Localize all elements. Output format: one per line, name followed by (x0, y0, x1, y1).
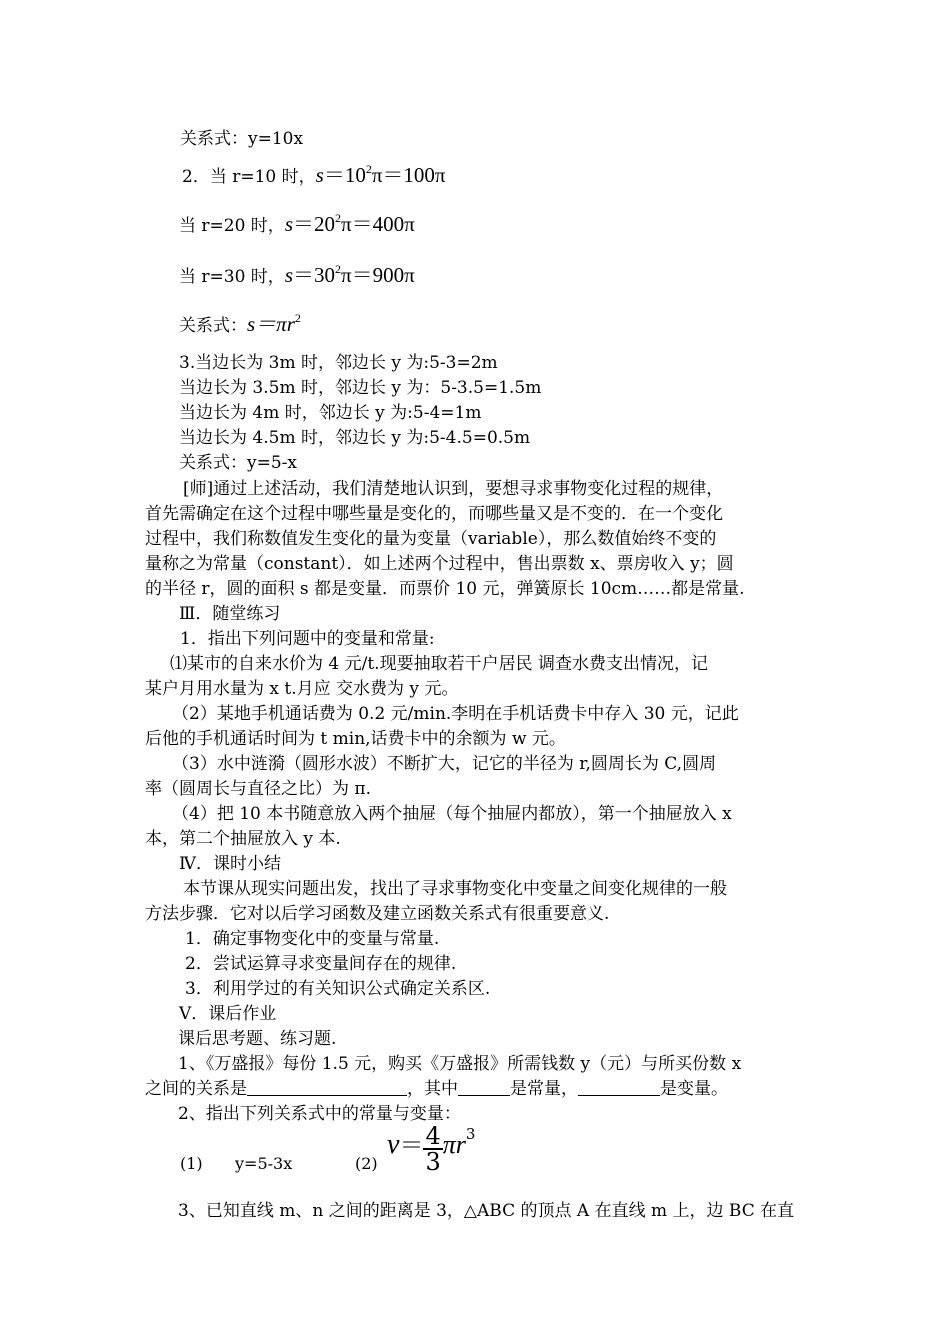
teacher-line-1: [师]通过上述活动，我们清楚地认识到，要想寻求事物变化过程的规律， (183, 479, 724, 499)
q1-text-b: ，其中 (407, 1079, 458, 1099)
formula-s-r10: $s=10^2\pi=100\pi$ (315, 162, 446, 187)
answer-blank-variable[interactable] (578, 1079, 660, 1096)
case-r20 (179, 205, 415, 239)
practice-p4-line-2: 本，第二个抽屉放入 y 本. (145, 829, 341, 849)
q1-text-d: 是变量。 (660, 1079, 728, 1099)
side-3-5m: 当边长为 3.5m 时，邻边长 y 为：5-3.5=1.5m (179, 378, 542, 398)
teacher-line-5: 的半径 r，圆的面积 s 都是变量．而票价 10 元，弹簧原长 10cm……都是常量. (145, 579, 745, 599)
section-homework-heading: Ⅴ．课后作业 (179, 1004, 277, 1024)
relation-y-10x: 关系式：y=10x (180, 129, 304, 149)
homework-q2: 2、指出下列关系式中的常量与变量： (178, 1104, 461, 1124)
case-r20-label: 当 r=20 时， (179, 216, 285, 236)
practice-p4-line-1: （4）把 10 本书随意放入两个抽屉（每个抽屉内都放），第一个抽屉放入 x (172, 804, 732, 824)
homework-intro: 课后思考题、练习题. (178, 1029, 337, 1049)
homework-q1-line-1: 1、《万盛报》每份 1.5 元，购买《万盛报》所需钱数 y（元）与所买份数 x (178, 1054, 742, 1074)
practice-p1-line-2: 某户月用水量为 x t.月应 交水费为 y 元。 (145, 679, 459, 699)
practice-p3-line-2: 率（圆周长与直径之比）为 π. (145, 779, 371, 799)
formula-s-r20: $s=20^2\pi=400\pi$ (284, 211, 415, 236)
relation-circle-label: 关系式： (179, 316, 247, 336)
teacher-line-4: 量称之为常量（constant）．如上述两个过程中，售出票数 x、票房收入 y；圆 (145, 554, 734, 574)
q2-item-1-expr: y=5-3x (235, 1154, 293, 1173)
answer-blank-constant[interactable] (458, 1079, 510, 1096)
practice-p1-line-1: ⑴某市的自来水价为 4 元/t.现要抽取若干户居民 调查水费支出情况，记 (170, 654, 708, 674)
q2-item-2-label: (2) (355, 1154, 378, 1173)
case-r30 (179, 256, 415, 290)
case-r30-label: 当 r=30 时， (179, 267, 285, 287)
section-practice-heading: Ⅲ．随堂练习 (179, 604, 281, 624)
side-4-5m: 当边长为 4.5m 时，邻边长 y 为:5-4.5=0.5m (179, 428, 531, 448)
summary-step-1: 1．确定事物变化中的变量与常量. (185, 929, 440, 949)
formula-s-pi-r2: $s=\pi r^2$ (247, 311, 301, 336)
summary-line-1: 本节课从现实问题出发，找出了寻求事物变化中变量之间变化规律的一般 (183, 879, 727, 899)
summary-step-3: 3．利用学过的有关知识公式确定关系区. (185, 979, 491, 999)
teacher-line-2: 首先需确定在这个过程中哪些量是变化的，而哪些量又是不变的．在一个变化 (145, 504, 723, 524)
practice-p3-line-1: （3）水中涟漪（圆形水波）不断扩大，记它的半径为 r,圆周长为 C,圆周 (172, 754, 717, 774)
side-4m: 当边长为 4m 时，邻边长 y 为:5-4=1m (179, 403, 482, 423)
fraction-four-thirds: $\frac{4}{3}$ (425, 1121, 441, 1176)
practice-p2-line-2: 后他的手机通话时间为 t min,话费卡中的余额为 w 元。 (145, 729, 566, 749)
side-3m: 3.当边长为 3m 时，邻边长 y 为:5-3=2m (179, 353, 498, 373)
teacher-line-3: 过程中，我们称数值发生变化的量为变量（variable），那么数值始终不变的 (145, 529, 717, 549)
practice-q1: 1．指出下列问题中的变量和常量: (180, 629, 435, 649)
formula-volume-sphere: v＝ $\frac{4}{3}$ $\pi r^3$ (387, 1121, 476, 1176)
case-r10 (182, 156, 446, 190)
relation-circle (179, 305, 301, 339)
practice-p2-line-1: （2）某地手机通话费为 0.2 元/min.李明在手机话费卡中存入 30 元，记此 (172, 704, 739, 724)
q1-text-c: 是常量， (510, 1079, 578, 1099)
formula-s-r30: $s=30^2\pi=900\pi$ (284, 262, 415, 287)
case-r10-label: 2．当 r=10 时， (182, 167, 316, 187)
homework-q1-line-2 (145, 1078, 728, 1100)
relation-y-5-x: 关系式：y=5-x (179, 453, 297, 473)
q1-text-a: 之间的关系是 (145, 1079, 247, 1099)
section-summary-heading: Ⅳ．课时小结 (179, 854, 281, 874)
q2-item-1-label: (1) (180, 1154, 203, 1173)
answer-blank-relation[interactable] (247, 1079, 407, 1096)
homework-q3: 3、已知直线 m、n 之间的距离是 3，△ABC 的顶点 A 在直线 m 上，边 BC 在直 (178, 1201, 795, 1221)
summary-line-2: 方法步骤．它对以后学习函数及建立函数关系式有很重要意义. (145, 904, 610, 924)
summary-step-2: 2．尝试运算寻求变量间存在的规律. (185, 954, 457, 974)
